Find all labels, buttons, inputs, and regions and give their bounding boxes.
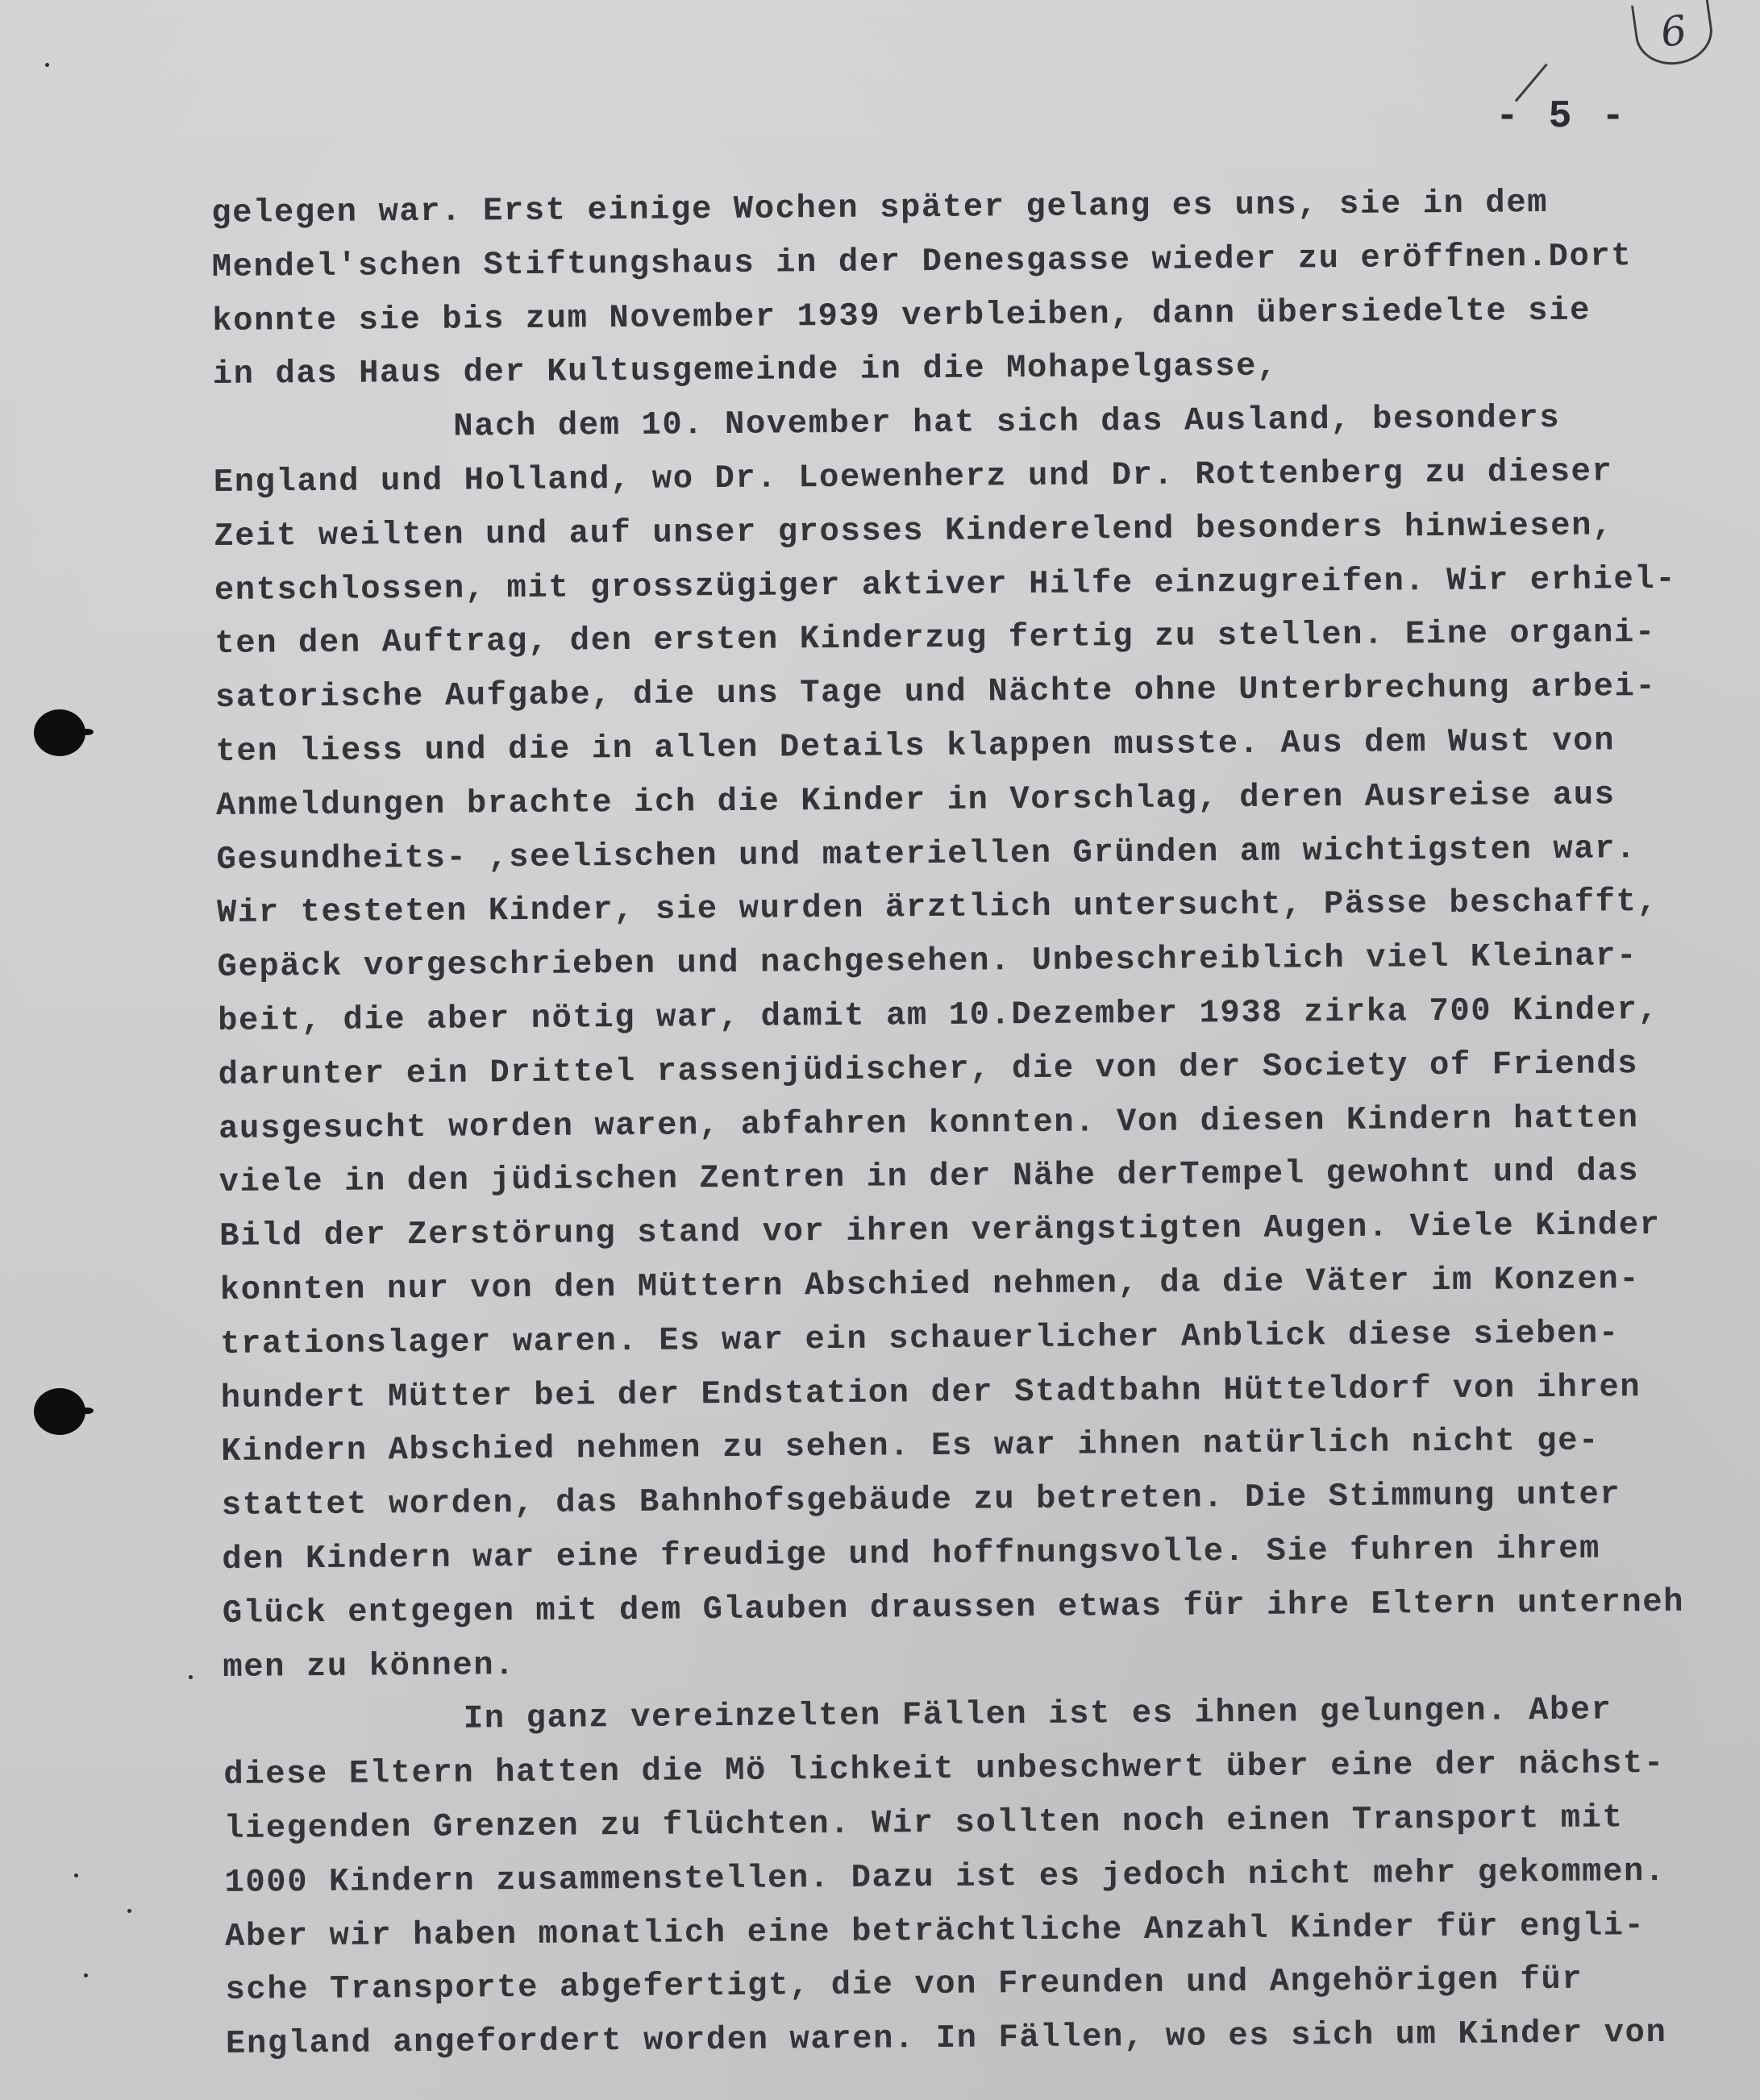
text-line: den Kindern war eine freudige und hoffnungsvolle. Sie fuhren ihrem: [222, 1530, 1601, 1578]
paragraph-start-line: In ganz vereinzelten Fällen ist es ihnen gelungen. Aber: [463, 1691, 1612, 1738]
text-line: sche Transporte abgefertigt, die von Freunden und Angehörigen für: [225, 1961, 1583, 2010]
paper-speck: [74, 1873, 78, 1878]
paragraph-start-line: Nach dem 10. November hat sich das Ausland, besonders: [453, 400, 1561, 446]
text-line: konnte sie bis zum November 1939 verbleiben, dann übersiedelte sie: [212, 292, 1591, 340]
text-line: Anmeldungen brachte ich die Kinder in Vorschlag, deren Ausreise aus: [215, 776, 1616, 825]
text-line: Glück entgegen mit dem Glauben draussen etwas für ihre Eltern unterneh: [222, 1583, 1685, 1632]
text-line: konnten nur von den Müttern Abschied nehmen, da die Väter im Konzen-: [219, 1261, 1641, 1309]
text-line: in das Haus der Kultusgemeinde in die Mohapelgasse,: [212, 348, 1279, 394]
text-line: ten liess und die in allen Details klappen musste. Aus dem Wust von: [215, 722, 1616, 771]
page-number: - 5 -: [1496, 95, 1629, 139]
text-line: satorische Aufgabe, die uns Tage und Nächte ohne Unterbrechung arbei-: [214, 668, 1657, 717]
archive-page-number: 6: [1631, 0, 1716, 69]
text-line: stattet worden, das Bahnhofsgebäude zu betreten. Die Stimmung unter: [221, 1476, 1621, 1525]
text-line: men zu können.: [223, 1646, 516, 1686]
text-line: England angefordert worden waren. In Fällen, wo es sich um Kinder von: [225, 2014, 1667, 2064]
text-line: ausgesucht worden waren, abfahren konnten. Von diesen Kindern hatten: [218, 1099, 1639, 1148]
punch-hole-bottom: [34, 1388, 85, 1435]
text-line: Aber wir haben monatlich eine beträchtliche Anzahl Kinder für engli-: [224, 1907, 1646, 1956]
text-line: Mendel'schen Stiftungshaus in der Denesgasse wieder zu eröffnen.Dort: [211, 237, 1633, 286]
text-line: Gepäck vorgeschrieben und nachgesehen. Unbeschreiblich viel Kleinar-: [217, 938, 1638, 987]
text-line: liegenden Grenzen zu flüchten. Wir sollten noch einen Transport mit: [223, 1799, 1624, 1848]
text-line: beit, die aber nötig war, damit am 10.Dezember 1938 zirka 700 Kinder,: [217, 991, 1659, 1040]
text-line: Bild der Zerstörung stand vor ihren verängstigten Augen. Viele Kinder: [219, 1207, 1661, 1256]
text-line: England und Holland, wo Dr. Loewenherz und Dr. Rottenberg zu dieser: [213, 453, 1613, 501]
text-line: 1000 Kindern zusammenstellen. Dazu ist es jedoch nicht mehr gekommen.: [224, 1853, 1666, 1902]
text-line: darunter ein Drittel rassenjüdischer, die von der Society of Friends: [218, 1045, 1639, 1094]
text-line: trationslager waren. Es war ein schauerlicher Anblick diese sieben-: [220, 1315, 1620, 1363]
paper-speck: [127, 1909, 131, 1913]
text-line: viele in den jüdischen Zentren in der Nähe derTempel gewohnt und das: [218, 1153, 1640, 1202]
text-line: ten den Auftrag, den ersten Kinderzug fertig zu stellen. Eine organi-: [214, 614, 1656, 663]
text-line: hundert Mütter bei der Endstation der Stadtbahn Hütteldorf von ihren: [220, 1368, 1641, 1417]
text-line: Kindern Abschied nehmen zu sehen. Es war ihnen natürlich nicht ge-: [221, 1422, 1600, 1471]
text-line: entschlossen, mit grosszügiger aktiver Hilfe einzugreifen. Wir erhiel-: [214, 560, 1677, 609]
text-line: Zeit weilten und auf unser grosses Kinderelend besonders hinwiesen,: [214, 507, 1614, 555]
text-line: Gesundheits- ,seelischen und materiellen Gründen am wichtigsten war.: [216, 830, 1637, 879]
text-line: gelegen war. Erst einige Wochen später gelang es uns, sie in dem: [211, 184, 1549, 232]
text-line: diese Eltern hatten die Mö lichkeit unbeschwert über eine der nächst-: [223, 1745, 1665, 1794]
punch-hole-top: [34, 709, 85, 756]
text-line: Wir testeten Kinder, sie wurden ärztlich untersucht, Pässe beschafft,: [216, 884, 1658, 933]
paper-speck: [189, 1675, 193, 1679]
paper-speck: [45, 63, 49, 67]
paper-speck: [84, 1973, 88, 1977]
typed-text-body: [211, 175, 1760, 2072]
